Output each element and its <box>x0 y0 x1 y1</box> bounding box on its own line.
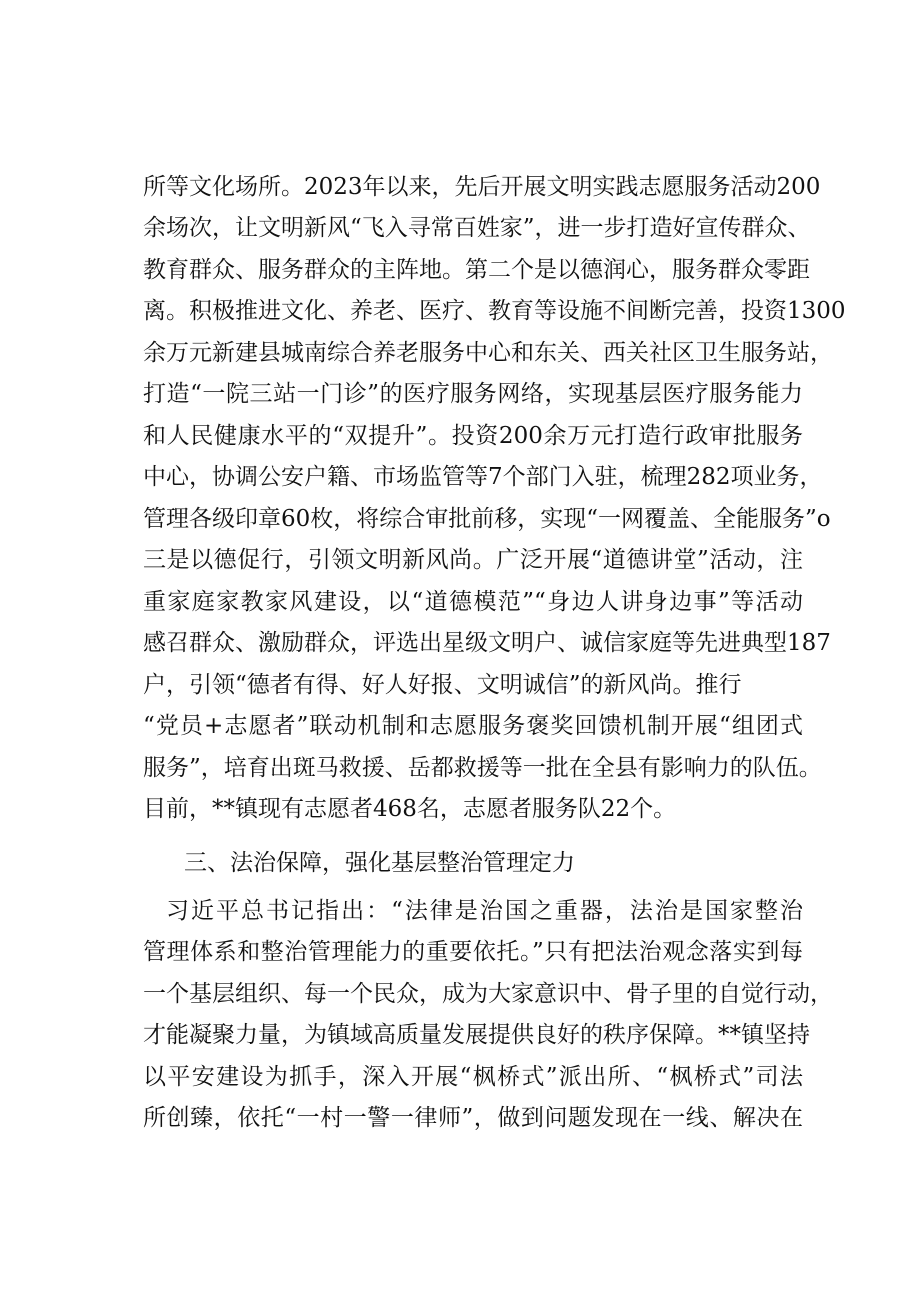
paragraph-line: 感召群众、激励群众，评选出星级文明户、诚信家庭等先进典型187 <box>143 630 831 656</box>
paragraph-line: 打造“一院三站一门诊”的医疗服务网络，实现基层医疗服务能力 <box>143 381 803 407</box>
paragraph-line: 离。积极推进文化、养老、医疗、教育等设施不间断完善，投资1300 <box>143 298 846 324</box>
paragraph-line: 目前，**镇现有志愿者468名，志愿者服务队22个。 <box>143 796 677 822</box>
paragraph-line: 教育群众、服务群众的主阵地。第二个是以德润心，服务群众零距 <box>143 257 810 283</box>
paragraph-line: 一个基层组织、每一个民众，成为大家意识中、骨子里的自觉行动， <box>143 981 833 1007</box>
paragraph-line: 才能凝聚力量，为镇域高质量发展提供良好的秩序保障。**镇坚持 <box>143 1022 810 1048</box>
paragraph-line: 中心，协调公安户籍、市场监管等7个部门入驻，梳理282项业务， <box>143 464 823 490</box>
paragraph-line: 服务”，培育出斑马救援、岳都救援等一批在全县有影响力的队伍。 <box>143 755 822 781</box>
paragraph-line: 和人民健康水平的“双提升”。投资200余万元打造行政审批服务 <box>143 423 803 449</box>
section-heading: 三、法治保障，强化基层整治管理定力 <box>184 850 575 876</box>
paragraph-line: 所等文化场所。2023年以来，先后开展文明实践志愿服务活动200 <box>143 174 821 200</box>
paragraph-line: 以平安建设为抓手，深入开展“枫桥式”派出所、“枫桥式”司法 <box>143 1064 803 1090</box>
paragraph-line: 所创臻，依托“一村一警一律师”，做到问题发现在一线、解决在 <box>143 1105 803 1131</box>
paragraph-first-line: 习近平总书记指出：“法律是治国之重器，法治是国家整治 <box>166 898 803 924</box>
paragraph-line: “党员+志愿者”联动机制和志愿服务褒奖回馈机制开展“组团式 <box>143 713 803 739</box>
paragraph-line: 管理体系和整治管理能力的重要依托。”只有把法治观念落实到每 <box>143 939 803 965</box>
paragraph-line: 户，引领“德者有得、好人好报、文明诚信”的新风尚。推行 <box>143 672 742 698</box>
paragraph-line: 重家庭家教家风建设，以“道德模范”“身边人讲身边事”等活动 <box>143 589 803 615</box>
paragraph-line: 三是以德促行，引领文明新风尚。广泛开展“道德讲堂”活动，注 <box>143 547 803 573</box>
paragraph-line: 余万元新建县城南综合养老服务中心和东关、西关社区卫生服务站， <box>143 340 833 366</box>
paragraph-line: 管理各级印章60枚，将综合审批前移，实现“一网覆盖、全能服务”o <box>143 506 831 532</box>
paragraph-line: 余场次，让文明新风“飞入寻常百姓家”，进一步打造好宣传群众、 <box>143 215 811 241</box>
